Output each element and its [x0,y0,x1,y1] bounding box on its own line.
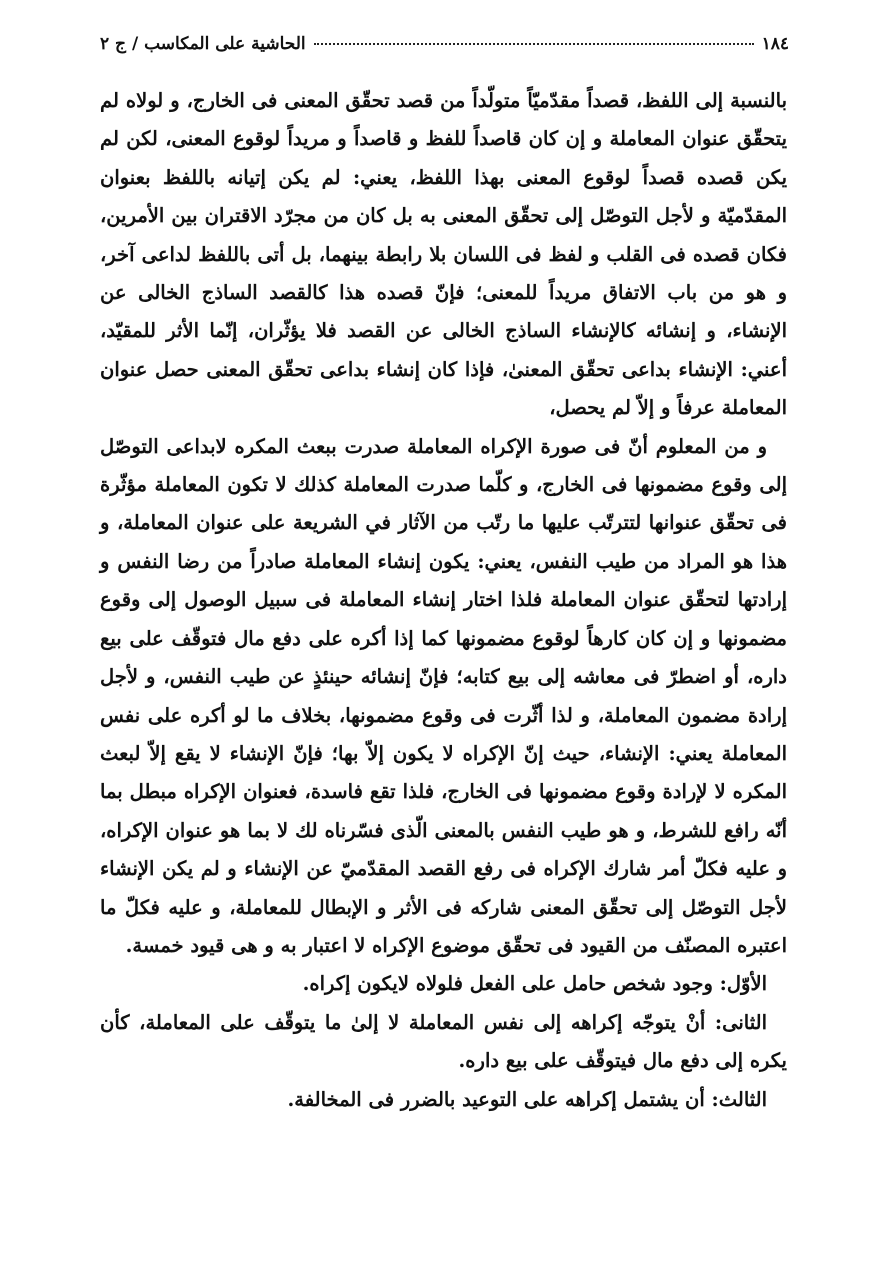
running-title: الحاشية على المكاسب / ج ٢ [100,34,306,54]
paragraph-2: و من المعلوم أنّ فى صورة الإكراه المعاملة صدرت ببعث المكره لابداعى التوصّل إلى وقوع مضمونها فى الخارج، و كلّما صدرت المعاملة كذلك لا تكون المعاملة مؤثّرة فى تحقّق عنوانها لتترتّب عليها ما رتّب من الآثار في الشريعة على عنوان المعاملة، و هذا هو المراد من طيب النفس، يعني: يكون إنشاء المعاملة صادراً من رضا النفس و إرادتها لتحقّق عنوان المعاملة فلذا اختار إنشاء المعاملة فى سبيل الوصول إلى وقوع مضمونها و إن كان كارهاً لوقوع مضمونها كما إذا أكره على دفع مال فتوقّف على بيع داره، أو اضطرّ فى معاشه إلى بيع كتابه؛ فإنّ إنشائه حينئذٍ عن طيب النفس، و لأجل إرادة مضمون المعاملة، و لذا أثّرت فى وقوع مضمونها، بخلاف ما لو أكره على نفس المعاملة يعني: الإنشاء، حيث إنّ الإكراه لا يكون إلاّ بها؛ فإنّ الإنشاء لا يقع إلاّ لبعث المكره لا لإرادة وقوع مضمونها فى الخارج، فلذا تقع فاسدة، فعنوان الإكراه مبطل بما أنّه رافع للشرط، و هو طيب النفس بالمعنى الّذى فسّرناه لك لا بما هو عنوان الإكراه، و عليه فكلّ أمر شارك الإكراه فى رفع القصد المقدّميّ عن الإنشاء و لم يكن الإنشاء لأجل التوصّل إلى تحقّق المعنى شاركه فى الأثر و الإبطال للمعاملة، و عليه فكلّ ما اعتبره المصنّف من القيود فى تحقّق موضوع الإكراه لا اعتبار به و هى قيود خمسة. [100,434,787,957]
dotted-leader [314,43,754,45]
condition-item-3: الثالث: أن يشتمل إكراهه على التوعيد بالضرر فى المخالفة. [287,1087,767,1111]
condition-item-2: الثانى: أنْ يتوجّه إكراهه إلى نفس المعاملة لا إلىٰ ما يتوقّف على المعاملة، كأن يكره إلى دفع مال فيتوقّف على بيع داره. [100,1010,787,1073]
page-body [100,82,787,1119]
page-number: ١٨٤ [761,34,789,54]
running-header [100,34,789,54]
condition-item-1: الأوّل: وجود شخص حامل على الفعل فلولاه لايكون إكراه. [302,972,767,996]
paragraph-1: بالنسبة إلى اللفظ، قصداً مقدّميّاً متولّداً من قصد تحقّق المعنى فى الخارج، و لولاه لم يتحقّق عنوان المعاملة و إن كان قاصداً للفظ و قاصداً و مريداً لوقوع المعنى، لكن لم يكن قصده قصداً لوقوع المعنى بهذا اللفظ، يعني: لم يكن إتيانه باللفظ بعنوان المقدّميّة و لأجل التوصّل إلى تحقّق المعنى به بل كان من مجرّد الاقتران بين الأمرين، فكان قصده فى القلب و لفظ فى اللسان بلا رابطة بينهما، بل أتى باللفظ لداعى آخر، و هو من باب الاتفاق مريداً للمعنى؛ فإنّ قصده هذا كالقصد الساذج الخالى عن الإنشاء، و إنشائه كالإنشاء الساذج الخالى عن القصد فلا يؤثّران، إنّما الأثر للمقيّد، أعني: الإنشاء بداعى تحقّق المعنىٰ، فإذا كان إنشاء بداعى تحقّق المعنى حصل عنوان المعاملة عرفاً و إلاّ لم يحصل، [100,89,787,420]
